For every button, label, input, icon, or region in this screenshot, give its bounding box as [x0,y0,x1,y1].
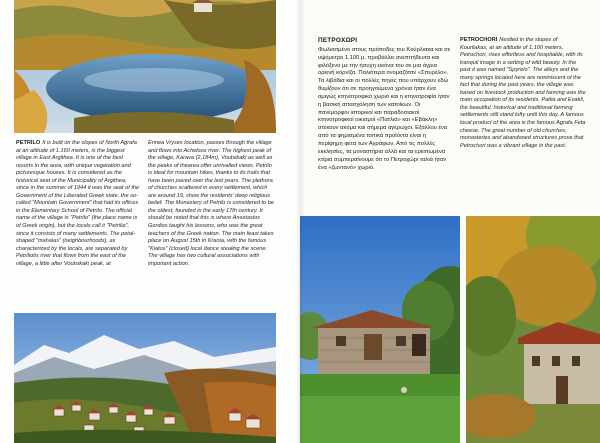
petrochori-greek-paragraph: Φωλιασμένο στους πρόποδες του Κούρλιακα και σε υψόμετρο 1.100 μ. προβάλλει ανεπιτήδευτα και φιλόξενο με την ήσυχη εικόνα του σε μια άγρια ορεινή κορνίζα. Παλιότερα ονομαζόταν «Σπυρέλο». Τα λιβάδια και οι πολλές πηγές που υπάρχουν εδώ θυμίζουν ότι σε προηγούμενα χρόνια ήταν ένα αμιγώς κτηνοτροφικό χωριό και η κτηνοτροφία ήταν η βασική απασχόληση των κατοίκων. Οι πανέμορφοι ιστορικοί και παραδοσιακοί κτηνοτροφικοί οικισμοί «Πατλιά» και «Εβάκλη» στέκουν ακόμα και σήμερα αγέρωχοι. Εξάλλου ένα από τα φημισμένα τοπικά προϊόντα είναι η περίφημη φέτα των Αγράφων. Από τις πολλές εκκλησίες, τα μοναστήρια αλλά και τα ερειπωμένα κτίρια συμπεραίνουμε ότι το Πετροχώρι ταλιά ήταν ένα «ζωντανό» χωριό. [318,46,451,171]
petrochori-greek-column [318,37,452,172]
petrochori-english-column [460,37,586,150]
petrilo-text-column-2 [148,140,276,268]
village-house-photo [466,216,600,443]
mountain-village-photo [14,313,276,443]
petrilo-heading: PETRILO [16,140,41,146]
petrilo-paragraph-1: It is built on the slopes of North Agrafa at an altitude of 1.160 meters, is the biggest village in East Argithea. It is one of the best resorts in the area, with unique vegetation and picturesque houses. It is considered as the historical seat of the Municipality of Argithea, since in the summer of 1944 it was the seat of the Government of the Liberated Greek state, the so-called "Mountain Government" that had its offices in the Elementary School of Petrilo. The official name of the village is "Petrilo" (the place name is of Greek origin), but the locals call it "Petrilia", since it consists of many settlements. The petal-shaped "mahalas" (neighbourhoods), as characterized by the locals, are separated by Petriliotis river that flows from the east of the village, a little after Voutsikaki peak, at [16,140,140,267]
petrilo-text-column-1 [16,140,140,268]
petrilo-paragraph-2: Ennea Vryses location, passes through the village and flows into Acheloos river. The highest peak of the village, Karava (2,184m), Voutsikaki as well as the peaks of thearea offer unrivalled views. Petrilo is ideal for mountain hikes, thanks to its trails that have been paved over the last years. The plethora of churches scattered in every settlement, which are around 19, show the residents' deep religious belief. The Monastery of Petrilo is considered to be the oldest, founded in the early 17th century. It should be noted that this is where Anastasios Gordios taught his lessons, who was the great teachers of the Greek nation. The main feast takes place on August 15th in Krania, with the famous "Kiatos" (closed) local dance stealing the scene. The village has two cultural associations with important action. [148,140,274,267]
lake-autumn-photo [14,0,276,133]
petrochori-english-paragraph: Nestled in the slopes of Kourliakas, at an altitude of 1,100 meters, Petrochori, rises effortless and hospitable, with its tranquil image in a setting of wild beauty. In the past it was named "Spyrelo". The alleys and the many springs located here are reminiscent of the fact that during the past years, the village was based on livestock production and farming was the main occupation of its residents. Patlia and Evakli, the beautiful, historical and traditional farming settlements still stand lofty until this day. A famous local product of the area is the famous Agrafa Feta cheese. The great number of old churches, monasteries and abandoned structures prove that Petrochori was a vibrant village in the past. [460,37,586,149]
page-gutter [296,0,304,443]
petrochori-greek-heading: ΠΕΤΡΟΧΩΡΙ [318,37,358,44]
petrochori-english-heading: PETROCHORI [460,37,498,43]
stone-house-photo [300,216,460,443]
right-page [300,0,600,443]
